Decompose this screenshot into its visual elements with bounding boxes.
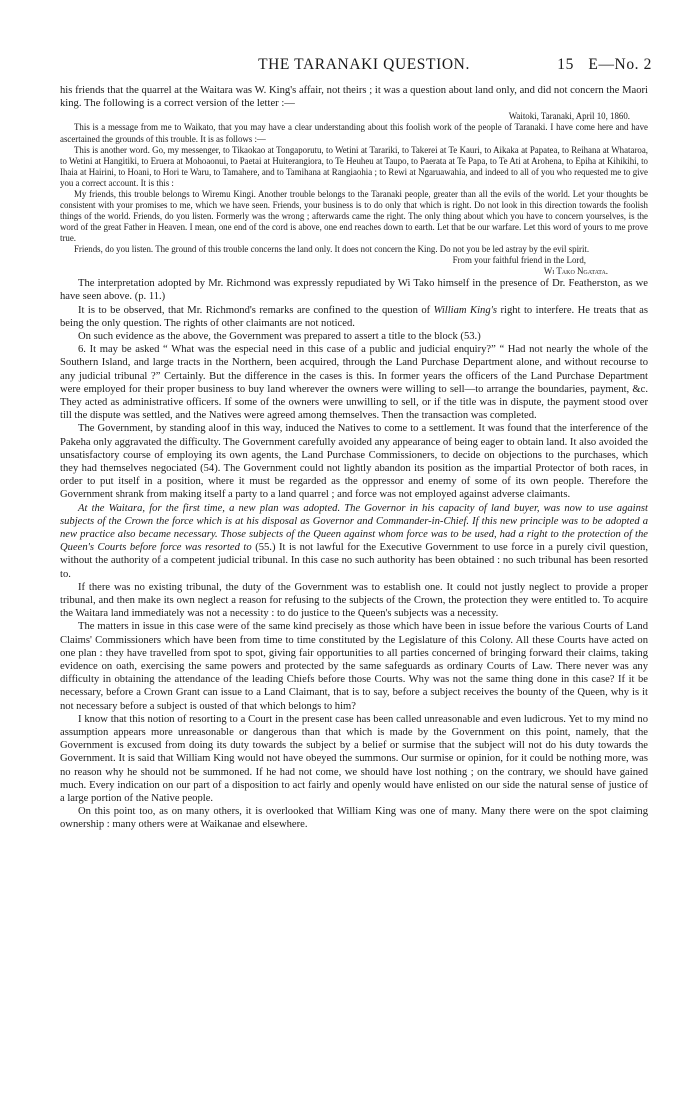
text-run: (55.) It is not lawful for the Executive Government to use force in a purely civil question, without the authority of a competent judicial tribunal. In this case no such authority has been obtained : no such tribunal has been resorted to. bbox=[60, 542, 648, 580]
running-head bbox=[60, 56, 652, 80]
body-paragraph: The Government, by standing aloof in this way, induced the Natives to come to a settlement. It was found that the interference of the Pakeha only aggravated the difficulty. The Government carefully avoided any appearance of being eager to obtain land. It also avoided the unsatisfactory course of employing its own agents, the Land Purchase Commissioners, to decide on objections to the purchases, which they had themselves negociated (54). The Government could not lightly abandon its position as the impartial Protector of both races, in order to put itself in a position, where it must be regarded as the oppressor and enemy of some of its own people. Therefore the Government shrank from making itself a party to a land quarrel ; and force was not employed against adverse claimants. bbox=[60, 423, 648, 501]
body-paragraph: 6. It may be asked “ What was the especial need in this case of a public and judicial enquiry?” “ Had not nearly the whole of the Southern Island, and large tracts in the Northern, been acquired, through the Land Purchase Department alone, and without recourse to any judicial tribunal ?” Certainly. But the difference in the cases is this. In former years the officers of the Land Purchase Department were employed for their proper business to buy land wherever the owners were willing to sell—to arrange the boundaries, payment, &c. They acted as administrative officers. If some of the owners were unwilling to sell, or if the title was in dispute, the payment stood over till the dispute was settled, and the Natives were agreed among themselves. Then the transaction was completed. bbox=[60, 344, 648, 422]
body-paragraph bbox=[60, 502, 648, 581]
text-run: It is to be observed, that Mr. Richmond's remarks are confined to the question of bbox=[78, 304, 434, 316]
body-paragraph: On such evidence as the above, the Government was prepared to assert a title to the block (53.) bbox=[78, 330, 481, 342]
body-paragraph: If there was no existing tribunal, the duty of the Government was to establish one. It could not justly neglect to provide a proper tribunal, and then make its own neglect a reason for refusing to the subjects of the Crown, the protection they were entitled to. To acquire the Waitara land immediately was not a necessity : to do justice to the Queen's subjects was a necessity. bbox=[60, 581, 648, 620]
body-paragraph: The interpretation adopted by Mr. Richmond was expressly repudiated by Wi Tako himself in the presence of Dr. Featherston, as we have seen above. (p. 11.) bbox=[60, 278, 648, 303]
page-number: 15 bbox=[557, 56, 574, 73]
body-paragraph: I know that this notion of resorting to a Court in the present case has been called unreasonable and even ludicrous. Yet to my mind no assumption appears more unreasonable or dangerous than that which is made by the Government on this point, namely, that the Government is excused from doing its duty towards the subject by a belief or surmise that the subject will not do his duty towards the Government. It is said that William King would not have obeyed the summons. Our surmise or opinion, for it could be nothing more, was no reason why he should not be summoned. If he had not come, we should have lost nothing ; on the contrary, we should have gained much. Every indication on our part of a disposition to act fairly and openly would have enlisted on our side the natural sense of justice of a large portion of the Native people. bbox=[60, 713, 648, 805]
letter-paragraph: Friends, do you listen. The ground of this trouble concerns the land only. It does not concern the King. Do not you be led astray by the evil spirit. bbox=[74, 243, 590, 254]
letter-closing: From your faithful friend in the Lord, bbox=[452, 255, 586, 266]
letter-paragraph: My friends, this trouble belongs to Wiremu Kingi. Another trouble belongs to the Taranaki people, greater than all the evils of the world. Let your thoughts be consistent with your promises to me, which we have seen. Friends, your business is to do only that which is right. Do not look in this direction towards the foolish things of the world. Friends, do you listen. Formerly was the wrong ; afterwards came the right. The only thing about which you have to concern yourselves, is the word of the great Father in Heaven. I mean, one end of the cord is above, one end reaches down to earth. Let that be our warfare. Let this word of yours to me prove true. bbox=[60, 188, 648, 243]
italic-run: William King's bbox=[433, 304, 498, 316]
quoted-letter bbox=[60, 111, 648, 277]
text-run: right to interfere. He treats that as being the only question. The rights of other claimants are not noticed. bbox=[60, 304, 649, 329]
running-title: THE TARANAKI QUESTION. bbox=[258, 56, 470, 73]
italic-run: At the Waitara, for the first time, a new plan was adopted. The Governor in his capacity of land buyer, was now to use against subjects of the Crown the force which is at his disposal as Governor and Commander-in-Chief. If this new principle was to be adopted a new practice also became necessary. Those subjects of the Queen against whom force was to be used, had a right to the protection of the Queen's Courts before force was resorted to bbox=[60, 502, 648, 554]
body-paragraph: On this point too, as on many others, it is overlooked that William King was one of many. Many there were on the spot claiming ownership : many others were at Waikanae and elsewhere. bbox=[60, 806, 648, 831]
body-paragraph bbox=[60, 304, 648, 330]
letter-paragraph: This is another word. Go, my messenger, to Tikaokao at Tongaporutu, to Wetini at Tarariki, to Takerei at Te Kauri, to Aikaka at Papatea, to Reihana at Whataroa, to Wetini at Hangitiki, to Eruera at Mohoaonui, to Paetai at Huiterangiora, to Te Heuheu at Taupo, to Paerata at Te Papa, to Te Ati at Arohena, to Epiha at Kihikihi, to Ihaia at Hairini, to Hoani, to Hori te Waru, to Tamahere, and to Tamihana at Rangiaohia ; to Rewi at Ngaruawahia, and indeed to all of you who requested me to give you a correct account. It is this : bbox=[60, 144, 648, 188]
intro-paragraph: his friends that the quarrel at the Waitara was W. King's affair, not theirs ; it was a question about land only, and did not concern the Maori king. The following is a correct version of the letter :— bbox=[60, 85, 648, 110]
letter-dateline: Waitoki, Taranaki, April 10, 1860. bbox=[508, 111, 630, 122]
body-paragraph: The matters in issue in this case were of the same kind precisely as those which have been in issue before the various Courts of Land Claims' Commissioners which have been from time to time constituted by the Legislature of this Colony. All these Courts have acted on one plan : they have travelled from spot to spot, giving fair opportunities to all parties concerned of bringing forward their claims, taking evidence on oath, exercising the same powers and protected by the same safeguards as ordinary Courts of Law. There never was any difficulty in obtaining the attendance of the leading Chiefs before those Courts. Why was not the same thing done in this case? If it be necessary, before a Crown Grant can issue to a Land Claimant, that is to say, before a subject receives the bounty of the Queen, why is it not necessary before a subject is ousted of that which belongs to him? bbox=[60, 621, 648, 712]
page-body bbox=[60, 84, 648, 832]
letter-signature: Wi Tako Ngatata. bbox=[543, 266, 608, 277]
document-reference: E—No. 2 bbox=[588, 56, 652, 73]
letter-paragraph: This is a message from me to Waikato, that you may have a clear understanding about this foolish work of the people of Taranaki. I have come here and have ascertained the grounds of this trouble. It is as follows :— bbox=[60, 122, 648, 144]
